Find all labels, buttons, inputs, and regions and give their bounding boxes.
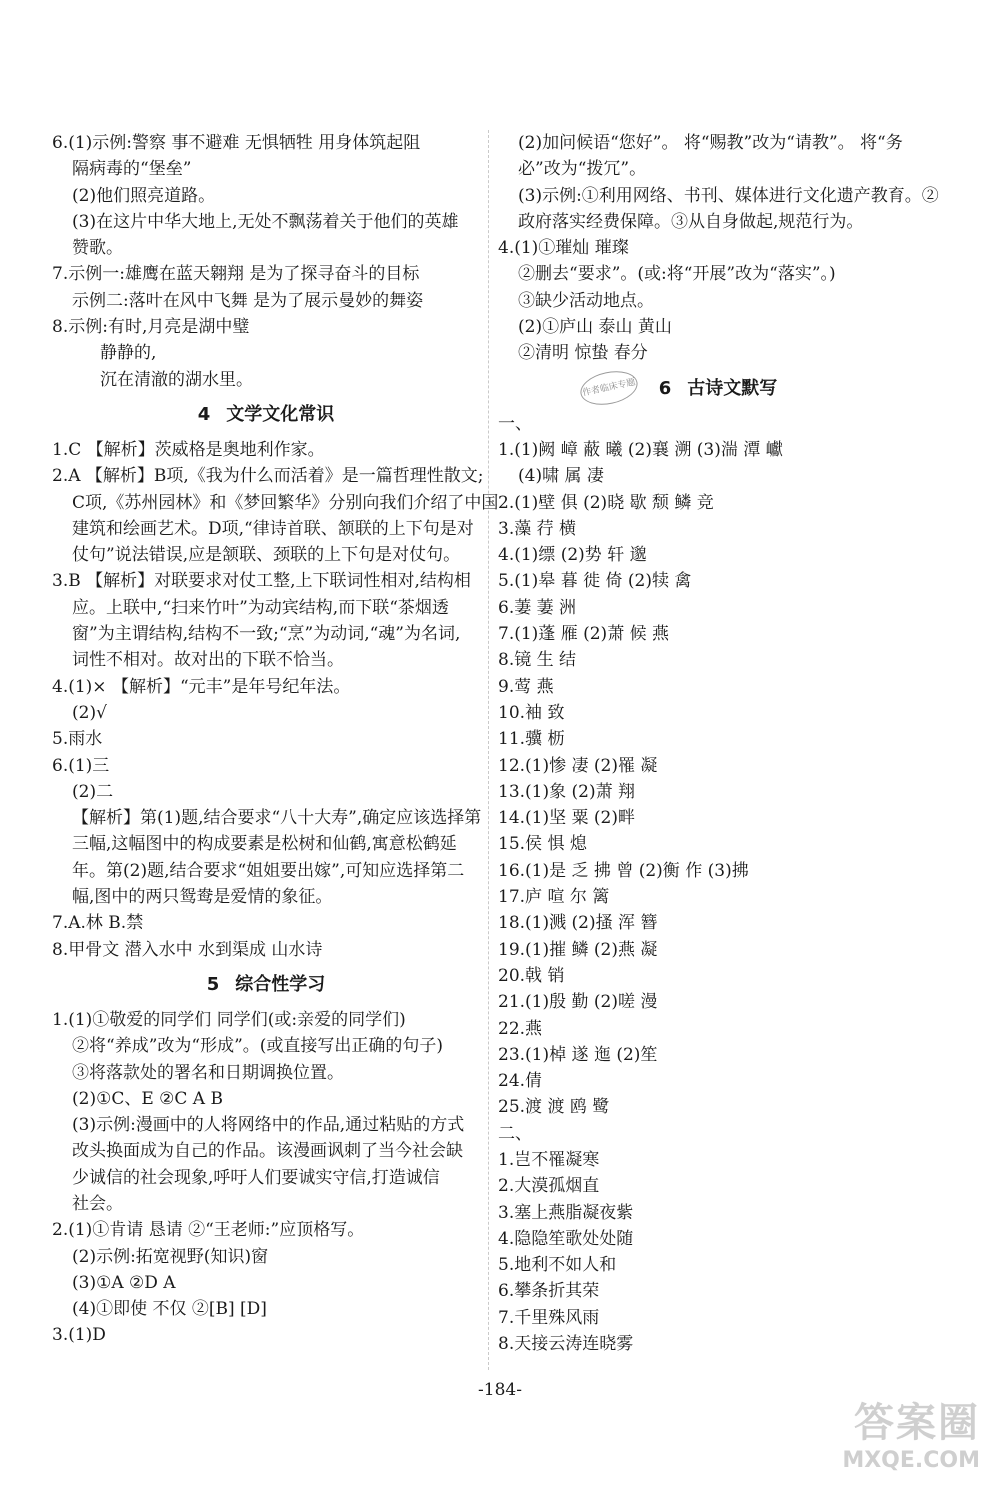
answer-line: 3.藻 荇 横 (498, 518, 577, 539)
answer-line: (3)在这片中华大地上,无处不飘荡着关于他们的英雄 (72, 211, 459, 232)
answer-line: 5.(1)皋 暮 徙 倚 (2)犊 禽 (498, 571, 692, 592)
section-title: 文学文化常识 (226, 403, 335, 425)
watermark-main: 答案圈 (854, 1400, 980, 1446)
answer-line: 沉在清澈的湖水里。 (100, 369, 253, 390)
answer-line: 8.镜 生 结 (498, 650, 577, 671)
answer-line: 12.(1)惨 凄 (2)罹 凝 (498, 755, 658, 776)
answer-line: 6.萋 萋 洲 (498, 597, 577, 618)
answer-line: 15.侯 惧 熄 (498, 834, 587, 855)
answer-line: ②删去“要求”。(或:将“开展”改为“落实”。) (518, 264, 836, 285)
answer-line: 静静的, (100, 343, 157, 364)
answer-line: 改头换面成为自己的作品。该漫画讽刺了当今社会缺 (72, 1141, 463, 1162)
answer-line: 2.大漠孤烟直 (498, 1176, 600, 1197)
answer-line: (2)①C、E ②C A B (72, 1088, 223, 1109)
answer-line: 2.(1)①肯请 恳请 ②“王老师:”应顶格写。 (52, 1220, 365, 1241)
answer-line: (2)①庐山 泰山 黄山 (518, 317, 672, 338)
answer-line: ③将落款处的署名和日期调换位置。 (72, 1062, 344, 1083)
answer-line: (4)啸 属 凄 (518, 466, 604, 487)
answer-line: 13.(1)象 (2)萧 翔 (498, 781, 636, 802)
answer-line: 24.倩 (498, 1071, 543, 1092)
answer-line: 1.(1)阙 嶂 蔽 曦 (2)襄 溯 (3)湍 潭 巘 (498, 439, 783, 460)
answer-line: 4.(1)缥 (2)势 轩 邈 (498, 545, 647, 566)
answer-line: 词性不相对。故对出的下联不恰当。 (72, 650, 344, 671)
answer-line: 社会。 (72, 1193, 123, 1214)
answer-line: 20.戟 销 (498, 965, 565, 986)
answer-line: 1.(1)①敬爱的同学们 同学们(或:亲爱的同学们) (52, 1009, 406, 1030)
answer-line: 建筑和绘画艺术。D项,“律诗首联、颔联的上下句是对 (72, 518, 474, 539)
answer-line: 一、 (498, 413, 532, 434)
column-divider (488, 130, 489, 1370)
section-heading (52, 393, 480, 437)
answer-line: 7.示例一:雄鹰在蓝天翱翔 是为了探寻奋斗的目标 (52, 264, 420, 285)
answer-line: (4)①即使 不仅 ②[B] [D] (72, 1299, 267, 1320)
answer-line: 仗句”说法错误,应是颔联、颈联的上下句是对仗句。 (72, 545, 461, 566)
answer-line: ②将“养成”改为“形成”。(或直接写出正确的句子) (72, 1036, 444, 1057)
ink-stamp: 作者临床专题 (577, 366, 640, 409)
answer-line: (2)他们照亮道路。 (72, 185, 216, 206)
answer-line: (2)√ (72, 702, 107, 723)
answer-line: (2)示例:拓宽视野(知识)窗 (72, 1246, 269, 1267)
answer-line: 示例二:落叶在风中飞舞 是为了展示曼妙的舞姿 (72, 290, 424, 311)
section-heading (498, 367, 938, 411)
section-number: 5 (206, 973, 220, 995)
answer-line: 6.(1)三 (52, 755, 110, 776)
answer-line: 1.C 【解析】茨威格是奥地利作家。 (52, 439, 325, 460)
answer-line: 4.(1)①璀灿 璀璨 (498, 238, 629, 259)
answer-line: 19.(1)摧 鳞 (2)燕 凝 (498, 939, 658, 960)
answer-line: (2)二 (72, 781, 114, 802)
answer-line: 应。上联中,“扫来竹叶”为动宾结构,而下联“茶烟透 (72, 597, 449, 618)
answer-line: 5.地利不如人和 (498, 1255, 617, 1276)
answer-line: 4.隐隐笙歌处处随 (498, 1228, 634, 1249)
answer-line: (3)示例:漫画中的人将网络中的作品,通过粘贴的方式 (72, 1115, 465, 1136)
answer-line: 窗”为主谓结构,结构不一致;“烹”为动词,“魂”为名词, (72, 624, 461, 645)
answer-line: 8.示例:有时,月亮是湖中璧 (52, 317, 250, 338)
section-number: 4 (197, 403, 211, 425)
answer-line: 25.渡 渡 鸥 鹭 (498, 1097, 610, 1118)
answer-line: C项,《苏州园林》和《梦回繁华》分别向我们介绍了中国 (72, 492, 499, 513)
answer-line: ②清明 惊蛰 春分 (518, 343, 648, 364)
answer-line: 幅,图中的两只鸳鸯是爱情的象征。 (72, 887, 333, 908)
answer-line: (3)示例:①利用网络、书刊、媒体进行文化遗产教育。② (518, 185, 939, 206)
section-title: 古诗文默写 (687, 377, 778, 399)
page-number: -184- (478, 1380, 522, 1400)
answer-line: 10.袖 致 (498, 702, 565, 723)
answer-line: 3.B 【解析】对联要求对仗工整,上下联词性相对,结构相 (52, 571, 471, 592)
answer-line: (2)加问候语“您好”。 将“赐教”改为“请教”。 将“务 (518, 133, 903, 153)
answer-line: 16.(1)是 乏 拂 曾 (2)衡 作 (3)拂 (498, 860, 749, 881)
answer-line: 23.(1)棹 遂 迤 (2)笙 (498, 1044, 658, 1065)
answer-line: ③缺少活动地点。 (518, 290, 654, 311)
answer-line: 必”改为“拨冗”。 (518, 159, 647, 180)
answer-line: 2.(1)壁 俱 (2)晓 歇 颓 鳞 竞 (498, 492, 714, 513)
answer-line: 5.雨水 (52, 729, 103, 750)
section-number: 6 (658, 377, 672, 399)
answer-line: 8.甲骨文 潜入水中 水到渠成 山水诗 (52, 939, 323, 960)
answer-line: 17.庐 喧 尔 篱 (498, 887, 610, 908)
answer-line: 【解析】第(1)题,结合要求“八十大寿”,确定应该选择第 (72, 808, 482, 829)
answer-line: 年。第(2)题,结合要求“姐姐要出嫁”,可知应选择第二 (72, 860, 465, 881)
answer-line: 二、 (498, 1123, 532, 1144)
answer-line: 22.燕 (498, 1018, 543, 1039)
answer-line: 7.千里殊风雨 (498, 1307, 600, 1328)
answer-line: 18.(1)溅 (2)搔 浑 簪 (498, 913, 658, 934)
answer-line: 7.(1)蓬 雁 (2)萧 候 燕 (498, 624, 669, 645)
answer-line: 7.A.林 B.禁 (52, 913, 144, 934)
answer-line: 赞歌。 (72, 238, 123, 259)
answer-line: 3.(1)D (52, 1325, 106, 1346)
answer-line: 3.塞上燕脂凝夜紫 (498, 1202, 634, 1223)
answer-line: 6.(1)示例:警察 事不避难 无惧牺牲 用身体筑起阻 (52, 133, 421, 153)
answer-line: 14.(1)坚 粟 (2)畔 (498, 808, 636, 829)
answer-line: 2.A 【解析】B项,《我为什么而活着》是一篇哲理性散文; (52, 466, 484, 487)
answer-line: (3)①A ②D A (72, 1272, 176, 1293)
answer-line: 6.攀条折其荣 (498, 1281, 600, 1302)
answer-line: 4.(1)× 【解析】“元丰”是年号纪年法。 (52, 676, 351, 697)
section-heading (52, 963, 480, 1007)
answer-line: 1.岂不罹凝寒 (498, 1149, 600, 1170)
answer-line: 少诚信的社会现象,呼吁人们要诚实守信,打造诚信 (72, 1167, 440, 1188)
answer-line: 21.(1)殷 勤 (2)嗟 漫 (498, 992, 658, 1013)
answer-line: 11.骥 枥 (498, 729, 565, 750)
right-column (498, 130, 938, 1357)
answer-line: 政府落实经费保障。③从自身做起,规范行为。 (518, 211, 864, 232)
watermark-sub: MXQE.COM (842, 1448, 980, 1473)
left-column (52, 130, 499, 1349)
watermark-logo (842, 1391, 980, 1473)
answer-line: 9.莺 燕 (498, 676, 554, 697)
answer-line: 三幅,这幅图中的构成要素是松树和仙鹤,寓意松鹤延 (72, 834, 457, 855)
section-title: 综合性学习 (235, 973, 326, 995)
answer-line: 8.天接云涛连晓雾 (498, 1334, 634, 1355)
answer-line: 隔病毒的“堡垒” (72, 159, 192, 180)
